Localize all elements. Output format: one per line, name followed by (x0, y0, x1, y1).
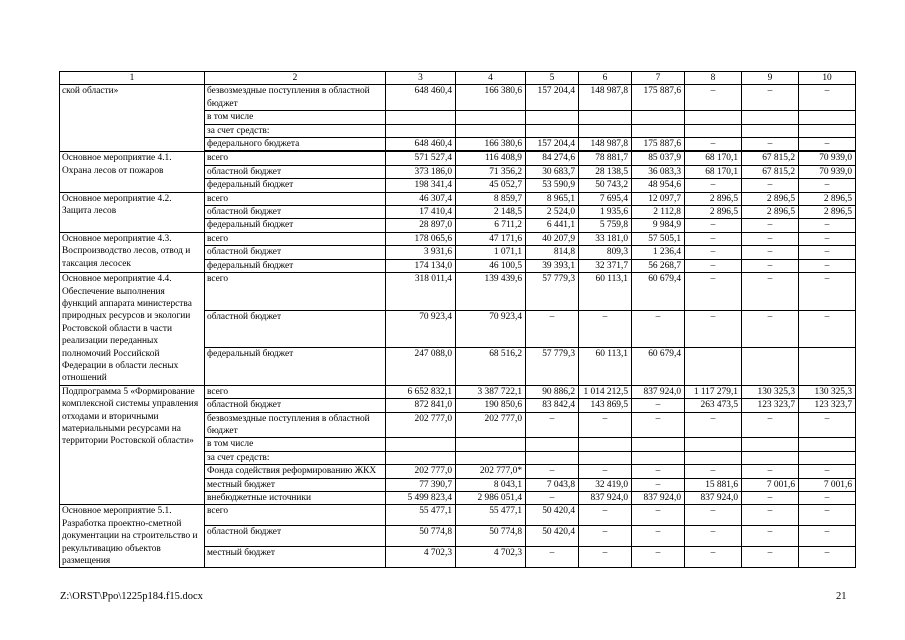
activity-description-cell: Основное мероприятие 4.2. Защита лесов (60, 192, 205, 232)
value-cell: 178 065,6 (386, 232, 456, 245)
value-cell (742, 124, 799, 137)
value-cell: 50 774,8 (456, 526, 526, 547)
value-cell: 39 393,1 (526, 259, 579, 272)
value-cell: – (526, 412, 579, 438)
value-cell: 60 113,1 (579, 348, 632, 386)
value-cell: – (579, 547, 632, 568)
value-cell: 202 777,0* (456, 465, 526, 478)
value-cell (685, 438, 742, 451)
value-cell: 71 356,2 (456, 165, 526, 178)
column-header: 6 (579, 72, 632, 85)
value-cell: 55 477,1 (456, 505, 526, 526)
column-header: 7 (632, 72, 685, 85)
column-header: 5 (526, 72, 579, 85)
value-cell: 130 325,3 (742, 385, 799, 398)
funding-source-cell: за счет средств: (205, 451, 386, 464)
value-cell: – (579, 412, 632, 438)
activity-description-cell: ской области» (60, 85, 205, 152)
value-cell: 202 777,0 (386, 465, 456, 478)
value-cell: – (685, 526, 742, 547)
value-cell (685, 451, 742, 464)
value-cell: 68 170,1 (685, 152, 742, 165)
value-cell: 50 774,8 (386, 526, 456, 547)
value-cell: – (685, 179, 742, 192)
table-row (60, 385, 856, 398)
value-cell: – (799, 138, 856, 151)
value-cell: – (799, 219, 856, 232)
column-header: 10 (799, 72, 856, 85)
value-cell: 33 181,0 (579, 232, 632, 245)
funding-source-cell: всего (205, 385, 386, 398)
value-cell: – (685, 138, 742, 151)
footer-file-path: Z:\ORST\Ppo\1225p184.f15.docx (60, 591, 203, 602)
value-cell (799, 438, 856, 451)
value-cell: 648 460,4 (386, 138, 456, 151)
value-cell: 84 274,6 (526, 152, 579, 165)
funding-source-cell: Фонда содействия реформированию ЖКХ (205, 465, 386, 478)
funding-source-cell: федерального бюджета (205, 138, 386, 151)
value-cell: 6 711,2 (456, 219, 526, 232)
value-cell: – (685, 85, 742, 111)
value-cell (456, 111, 526, 124)
value-cell (579, 124, 632, 137)
value-cell: 148 987,8 (579, 85, 632, 111)
value-cell: 1 014 212,5 (579, 385, 632, 398)
funding-source-cell: в том числе (205, 111, 386, 124)
value-cell (685, 111, 742, 124)
table-row (60, 152, 856, 165)
activity-description-cell: Основное мероприятие 4.4. Обеспечение выполнения функций аппарата министерства природных ресурсов и экологии Ростовской области в части реализации переданных полномочий Российской Федерации в области лесных отношений (60, 273, 205, 386)
value-cell: 70 939,0 (799, 152, 856, 165)
value-cell (799, 111, 856, 124)
value-cell: – (685, 246, 742, 259)
value-cell: 130 325,3 (799, 385, 856, 398)
value-cell: 90 886,2 (526, 385, 579, 398)
value-cell: 83 842,4 (526, 399, 579, 412)
value-cell: 175 887,6 (632, 138, 685, 151)
value-cell: 837 924,0 (632, 385, 685, 398)
value-cell: 571 527,4 (386, 152, 456, 165)
value-cell: 7 001,6 (742, 478, 799, 491)
value-cell: 7 043,8 (526, 478, 579, 491)
table-row (60, 505, 856, 526)
value-cell: 7 001,6 (799, 478, 856, 491)
value-cell: 8 859,7 (456, 192, 526, 205)
value-cell (456, 124, 526, 137)
value-cell: 70 923,4 (386, 310, 456, 348)
value-cell: – (799, 310, 856, 348)
value-cell: 166 380,6 (456, 138, 526, 151)
column-header: 3 (386, 72, 456, 85)
value-cell: 2 112,8 (632, 206, 685, 219)
value-cell: 7 695,4 (579, 192, 632, 205)
funding-source-cell: областной бюджет (205, 310, 386, 348)
value-cell: 32 371,7 (579, 259, 632, 272)
value-cell: – (685, 259, 742, 272)
value-cell (685, 124, 742, 137)
value-cell: 872 841,0 (386, 399, 456, 412)
value-cell: – (799, 505, 856, 526)
value-cell (799, 451, 856, 464)
value-cell: 5 759,8 (579, 219, 632, 232)
value-cell: 78 881,7 (579, 152, 632, 165)
value-cell: 157 204,4 (526, 85, 579, 111)
value-cell: 3 931,6 (386, 246, 456, 259)
value-cell: – (799, 526, 856, 547)
value-cell: – (579, 505, 632, 526)
footer-page-number: 21 (836, 591, 847, 602)
value-cell: 4 702,3 (386, 547, 456, 568)
value-cell: – (799, 412, 856, 438)
value-cell: 68 170,1 (685, 165, 742, 178)
funding-source-cell: всего (205, 273, 386, 311)
value-cell: – (632, 526, 685, 547)
value-cell (742, 438, 799, 451)
funding-source-cell: федеральный бюджет (205, 219, 386, 232)
value-cell: 60 113,1 (579, 273, 632, 311)
value-cell: 15 881,6 (685, 478, 742, 491)
value-cell: 2 524,0 (526, 206, 579, 219)
value-cell (742, 451, 799, 464)
value-cell (579, 438, 632, 451)
value-cell: 50 743,2 (579, 179, 632, 192)
value-cell: – (742, 273, 799, 311)
value-cell: 60 679,4 (632, 348, 685, 386)
value-cell: 1 236,4 (632, 246, 685, 259)
value-cell: 1 071,1 (456, 246, 526, 259)
value-cell (632, 111, 685, 124)
value-cell (799, 348, 856, 386)
value-cell: 373 186,0 (386, 165, 456, 178)
funding-source-cell: областной бюджет (205, 526, 386, 547)
value-cell: 837 924,0 (632, 492, 685, 505)
funding-source-cell: федеральный бюджет (205, 179, 386, 192)
value-cell: – (632, 505, 685, 526)
funding-source-cell: безвозмездные поступления в областной бюджет (205, 412, 386, 438)
value-cell: 2 896,5 (799, 206, 856, 219)
value-cell: 57 779,3 (526, 348, 579, 386)
value-cell (386, 111, 456, 124)
column-header: 1 (60, 72, 205, 85)
value-cell: 139 439,6 (456, 273, 526, 311)
value-cell: 116 408,9 (456, 152, 526, 165)
value-cell: – (685, 505, 742, 526)
funding-source-cell: федеральный бюджет (205, 348, 386, 386)
value-cell: – (685, 232, 742, 245)
value-cell: 123 323,7 (799, 399, 856, 412)
value-cell: 202 777,0 (456, 412, 526, 438)
funding-source-cell: безвозмездные поступления в областной бюджет (205, 85, 386, 111)
value-cell: 30 683,7 (526, 165, 579, 178)
value-cell: 67 815,2 (742, 152, 799, 165)
funding-source-cell: областной бюджет (205, 206, 386, 219)
value-cell: 57 505,1 (632, 232, 685, 245)
value-cell: – (579, 526, 632, 547)
value-cell (386, 124, 456, 137)
table-row (60, 85, 856, 111)
column-header: 4 (456, 72, 526, 85)
value-cell: 2 896,5 (742, 206, 799, 219)
value-cell: 2 896,5 (685, 206, 742, 219)
table-row (60, 232, 856, 245)
value-cell: – (526, 492, 579, 505)
value-cell: – (632, 399, 685, 412)
value-cell: – (632, 412, 685, 438)
value-cell (799, 124, 856, 137)
value-cell (456, 451, 526, 464)
value-cell: – (632, 465, 685, 478)
value-cell: 3 387 722,1 (456, 385, 526, 398)
value-cell: 190 850,6 (456, 399, 526, 412)
value-cell: 40 207,9 (526, 232, 579, 245)
value-cell: 53 590,9 (526, 179, 579, 192)
value-cell: 45 052,7 (456, 179, 526, 192)
value-cell: 56 268,7 (632, 259, 685, 272)
funding-source-cell: местный бюджет (205, 478, 386, 491)
value-cell: – (632, 310, 685, 348)
value-cell: 46 307,4 (386, 192, 456, 205)
value-cell: 4 702,3 (456, 547, 526, 568)
value-cell: 48 954,6 (632, 179, 685, 192)
value-cell: 157 204,4 (526, 138, 579, 151)
value-cell: 2 896,5 (742, 192, 799, 205)
column-header: 2 (205, 72, 386, 85)
value-cell: 9 984,9 (632, 219, 685, 232)
value-cell: 8 965,1 (526, 192, 579, 205)
value-cell: 6 652 832,1 (386, 385, 456, 398)
value-cell: 837 924,0 (579, 492, 632, 505)
value-cell: 174 134,0 (386, 259, 456, 272)
value-cell: 32 419,0 (579, 478, 632, 491)
value-cell (456, 438, 526, 451)
value-cell: – (579, 310, 632, 348)
value-cell: – (742, 505, 799, 526)
value-cell: – (632, 547, 685, 568)
value-cell: – (526, 310, 579, 348)
value-cell: 50 420,4 (526, 526, 579, 547)
value-cell: 6 441,1 (526, 219, 579, 232)
value-cell: 148 987,8 (579, 138, 632, 151)
value-cell: – (799, 547, 856, 568)
value-cell: 2 148,5 (456, 206, 526, 219)
value-cell: 60 679,4 (632, 273, 685, 311)
value-cell: – (685, 412, 742, 438)
value-cell (526, 438, 579, 451)
value-cell: 198 341,4 (386, 179, 456, 192)
value-cell (632, 438, 685, 451)
funding-source-cell: в том числе (205, 438, 386, 451)
activity-description-cell: Подпрограмма 5 «Формирование комплексной системы управления отходами и вторичными материальными ресурсами на территории Ростовской области» (60, 385, 205, 505)
value-cell: 46 100,5 (456, 259, 526, 272)
value-cell: – (799, 85, 856, 111)
funding-source-cell: всего (205, 232, 386, 245)
value-cell: 175 887,6 (632, 85, 685, 111)
activity-description-cell: Основное мероприятие 5.1. Разработка проектно-сметной документации на строительство и рекультивацию объектов размещения (60, 505, 205, 568)
value-cell: 57 779,3 (526, 273, 579, 311)
value-cell: – (685, 465, 742, 478)
value-cell: – (799, 232, 856, 245)
value-cell: 12 097,7 (632, 192, 685, 205)
value-cell: 837 924,0 (685, 492, 742, 505)
value-cell: – (742, 412, 799, 438)
value-cell (579, 111, 632, 124)
value-cell: 1 935,6 (579, 206, 632, 219)
value-cell: 247 088,0 (386, 348, 456, 386)
table-row (60, 273, 856, 311)
value-cell: 70 923,4 (456, 310, 526, 348)
value-cell: 814,8 (526, 246, 579, 259)
value-cell: 50 420,4 (526, 505, 579, 526)
value-cell (632, 124, 685, 137)
value-cell: 318 011,4 (386, 273, 456, 311)
funding-source-cell: областной бюджет (205, 246, 386, 259)
column-header: 8 (685, 72, 742, 85)
value-cell (386, 438, 456, 451)
funding-source-cell: всего (205, 152, 386, 165)
value-cell: – (742, 246, 799, 259)
funding-source-cell: местный бюджет (205, 547, 386, 568)
table-header-row (60, 72, 856, 85)
value-cell: – (526, 465, 579, 478)
value-cell: – (799, 246, 856, 259)
value-cell: – (742, 138, 799, 151)
funding-source-cell: за счет средств: (205, 124, 386, 137)
value-cell: 28 138,5 (579, 165, 632, 178)
funding-source-cell: внебюджетные источники (205, 492, 386, 505)
value-cell: 2 986 051,4 (456, 492, 526, 505)
value-cell: – (685, 273, 742, 311)
value-cell: 85 037,9 (632, 152, 685, 165)
value-cell: – (742, 492, 799, 505)
value-cell: 8 043,1 (456, 478, 526, 491)
value-cell (742, 348, 799, 386)
value-cell: – (685, 547, 742, 568)
value-cell: 68 516,2 (456, 348, 526, 386)
value-cell: 263 473,5 (685, 399, 742, 412)
value-cell: 67 815,2 (742, 165, 799, 178)
activity-description-cell: Основное мероприятие 4.3. Воспроизводство лесов, отвод и таксация лесосек (60, 232, 205, 272)
value-cell: – (526, 547, 579, 568)
value-cell (579, 451, 632, 464)
value-cell (526, 111, 579, 124)
value-cell: 1 117 279,1 (685, 385, 742, 398)
value-cell: – (799, 259, 856, 272)
value-cell (685, 348, 742, 386)
value-cell: 17 410,4 (386, 206, 456, 219)
value-cell: – (742, 310, 799, 348)
funding-source-cell: всего (205, 192, 386, 205)
value-cell: 55 477,1 (386, 505, 456, 526)
value-cell: – (742, 85, 799, 111)
value-cell: – (742, 179, 799, 192)
value-cell (526, 124, 579, 137)
value-cell: 77 390,7 (386, 478, 456, 491)
value-cell: 70 939,0 (799, 165, 856, 178)
value-cell: 28 897,0 (386, 219, 456, 232)
value-cell: 648 460,4 (386, 85, 456, 111)
value-cell: – (799, 273, 856, 311)
funding-source-cell: областной бюджет (205, 399, 386, 412)
value-cell: – (799, 465, 856, 478)
value-cell (526, 451, 579, 464)
value-cell: 809,3 (579, 246, 632, 259)
value-cell: 47 171,6 (456, 232, 526, 245)
value-cell: 5 499 823,4 (386, 492, 456, 505)
value-cell: – (742, 219, 799, 232)
value-cell: – (742, 547, 799, 568)
value-cell: 202 777,0 (386, 412, 456, 438)
value-cell: – (799, 179, 856, 192)
value-cell: 143 869,5 (579, 399, 632, 412)
value-cell: – (742, 465, 799, 478)
value-cell: – (742, 259, 799, 272)
value-cell: 2 896,5 (685, 192, 742, 205)
value-cell: – (685, 310, 742, 348)
value-cell: – (579, 465, 632, 478)
value-cell: – (799, 492, 856, 505)
value-cell (386, 451, 456, 464)
value-cell: – (632, 478, 685, 491)
value-cell: 36 083,3 (632, 165, 685, 178)
value-cell: 2 896,5 (799, 192, 856, 205)
budget-table (59, 71, 856, 568)
funding-source-cell: областной бюджет (205, 165, 386, 178)
value-cell (742, 111, 799, 124)
value-cell: 166 380,6 (456, 85, 526, 111)
value-cell (632, 451, 685, 464)
funding-source-cell: федеральный бюджет (205, 259, 386, 272)
value-cell: – (742, 232, 799, 245)
column-header: 9 (742, 72, 799, 85)
value-cell: 123 323,7 (742, 399, 799, 412)
table-row (60, 192, 856, 205)
value-cell: – (685, 219, 742, 232)
funding-source-cell: всего (205, 505, 386, 526)
value-cell: – (742, 526, 799, 547)
activity-description-cell: Основное мероприятие 4.1. Охрана лесов от пожаров (60, 152, 205, 192)
